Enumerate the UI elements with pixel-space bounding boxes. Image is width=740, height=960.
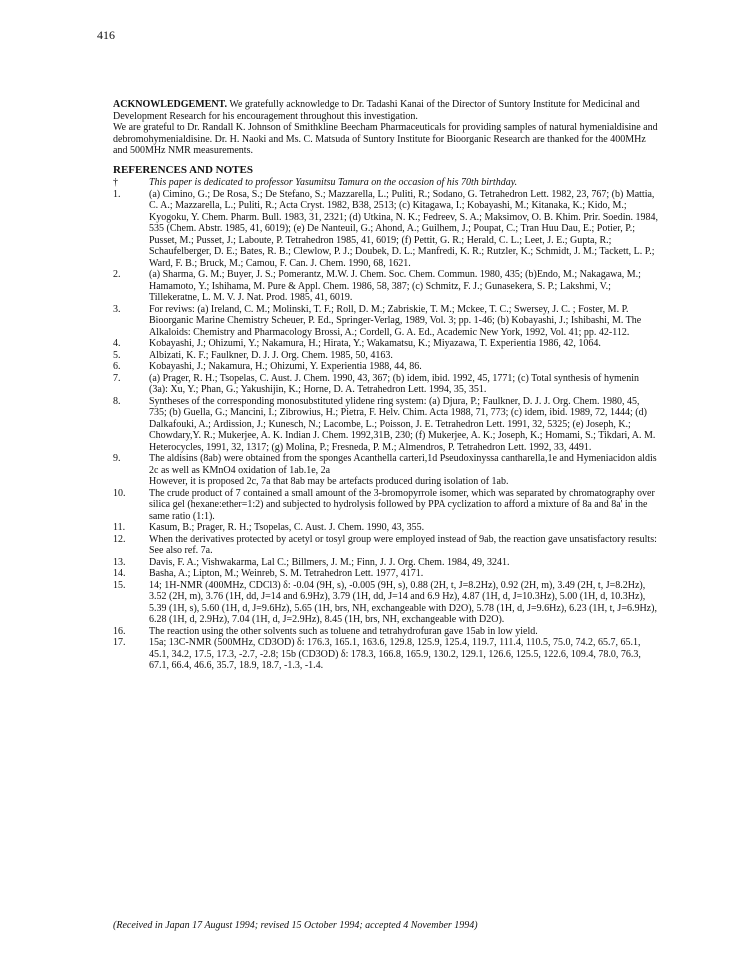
- reference-text-line: Kobayashi, J.; Ohizumi, Y.; Nakamura, H.; Hirata, Y.; Wakamatsu, K.; Miyazawa, T. Experientia 1986, 42, 1064.: [149, 338, 601, 349]
- reference-text: [149, 177, 658, 189]
- reference-text-line: The reaction using the other solvents such as toluene and tetrahydrofuran gave 15ab in low yield.: [149, 625, 538, 637]
- reference-text-line: Albizati, K. F.; Faulkner, D. J. J. Org. Chem. 1985, 50, 4163.: [149, 349, 393, 361]
- reference-text-line: When the derivatives protected by acetyl or tosyl group were employed instead of 9ab, the reaction gave unsatisfactory results: See also ref. 7a.: [149, 533, 657, 556]
- reference-text: [149, 568, 658, 580]
- reference-item: [113, 568, 658, 580]
- reference-text: [149, 557, 658, 569]
- reference-item: [113, 580, 658, 626]
- reference-item: [113, 637, 658, 672]
- reference-text: [149, 338, 658, 350]
- reference-number: 5.: [113, 349, 121, 361]
- reference-number: 15.: [113, 579, 126, 591]
- reference-text-line: (a) Cimino, G.; De Rosa, S.; De Stefano, S.; Mazzarella, L.; Puliti, R.; Sodano, G. Tetrahedron Lett. 1982, 23, 767; (b) Mattia, C. A.; Mazzarella, L.; Puliti, R.; Acta Cryst. 1982, B38, 2513; (c) Kitagawa, I.; Kobayashi, M.; Kitanaka, K.; Kido, M.; Kyogoku, Y. Chem. Pharm. Bull. 1983, 31, 2321; (d) Utkina, N. K.; Fedreev, S. A.; Maksimov, O. B. Khim. Prir. Soedin. 1984, 535 (Chem. Abstr. 1985, 41, 6019); (e) De Nanteuil, G.; Ahond, A.; Guilhem, J.; Poupat, C.; Tran Huu Dau, E.; Potier, P.; Pusset, M.; Pusset, J.; Laboute, P. Tetrahedron 1985, 41, 6019; (f) Pettit, G. R.; Herald, C. L.; Leet, J. E.; Gupta, R.; Schaufelberger, D. E.; Bates, R. B.; Clewlow, P. J.; Doubek, D. L.; Manfredi, K. R.; Rutzler, K.; Schmidt, J. M.; Tackett, L. P.; Ward, F. B.; Bruck, M.; Camou, F. Can. J. Chem. 1990, 68, 1621.: [149, 188, 658, 269]
- reference-number: 16.: [113, 625, 126, 637]
- reference-number: 9.: [113, 453, 121, 464]
- reference-item: [113, 304, 658, 339]
- acknowledgement-paragraph: [113, 99, 658, 122]
- reference-item: [113, 338, 658, 350]
- reference-number: †: [113, 177, 118, 188]
- page-number: 416: [97, 28, 115, 42]
- reference-number: 13.: [113, 556, 126, 568]
- reference-number: 1.: [113, 188, 121, 200]
- reference-number: 17.: [113, 637, 126, 648]
- reference-item: [113, 453, 658, 488]
- references-heading: REFERENCES AND NOTES: [113, 163, 253, 176]
- reference-text: [149, 373, 658, 396]
- reference-item: [113, 626, 658, 638]
- acknowledgement-heading: ACKNOWLEDGEMENT.: [113, 99, 227, 110]
- reference-item: [113, 373, 658, 396]
- reference-item: [113, 488, 658, 523]
- reference-item: [113, 557, 658, 569]
- reference-number: 6.: [113, 361, 121, 372]
- reference-text: [149, 396, 658, 454]
- reference-number: 11.: [113, 522, 126, 533]
- references-list: [113, 177, 658, 672]
- reference-text-line: However, it is proposed 2c, 7a that 8ab may be artefacts produced during isolation of 1ab.: [149, 476, 509, 487]
- reference-text: [149, 361, 658, 373]
- reference-text: [149, 580, 658, 626]
- reference-item: [113, 361, 658, 373]
- reference-text: [149, 488, 658, 523]
- page-body: [113, 99, 658, 672]
- reference-text-line: 15a; 13C-NMR (500MHz, CD3OD) δ: 176.3, 165.1, 163.6, 129.8, 125.9, 125.4, 119.7, 111.4, 110.5, 75.0, 74.2, 65.7, 65.1, 45.1, 34.2, 17.5, 17.3, -2.7, -2.8; 15b (CD3OD) δ: 178.3, 166.8, 165.9, 130.2, 129.1, 126.6, 125.5, 122.6, 109.4, 78.0, 76.3, 67.1, 66.4, 46.6, 35.7, 18.9, 18.7, -1.3, -1.4.: [149, 637, 641, 671]
- reference-text: [149, 304, 658, 339]
- reference-number: 2.: [113, 269, 121, 280]
- reference-text: [149, 626, 658, 638]
- acknowledgement-text: We gratefully acknowledge to Dr. Tadashi Kanai of the Director of Suntory Institute for Medicinal and Development Research for his encouragement throughout this investigation.: [113, 99, 640, 122]
- reference-number: 12.: [113, 533, 126, 545]
- reference-text-line: 14; 1H-NMR (400MHz, CDCl3) δ: -0.04 (9H, s), -0.005 (9H, s), 0.88 (2H, t, J=8.2Hz), 0.92 (2H, m), 3.49 (2H, t, J=8.2Hz), 3.52 (2H, m), 3.76 (1H, dd, J=14 and 6.9Hz), 3.79 (1H, dd, J=14 and 6.9 Hz), 4.87 (1H, d, J=10.3Hz), 5.00 (1H, d, 10.3Hz), 5.39 (1H, s), 5.60 (1H, d, J=9.6Hz), 5.65 (1H, brs, NH, exchangeable with D2O), 5.78 (1H, d, J=9.6Hz), 6.23 (1H, t, J=6.9Hz), 6.28 (1H, d, 2.9Hz), 7.04 (1H, d, J=2.9Hz), 8.45 (1H, brs, NH, exchangeable with D2O).: [149, 579, 657, 625]
- reference-item: [113, 396, 658, 454]
- reference-number: 14.: [113, 568, 126, 579]
- reference-number: 10.: [113, 487, 126, 499]
- reference-text: [149, 637, 658, 672]
- reference-item: [113, 189, 658, 270]
- reference-number: 7.: [113, 372, 121, 384]
- acknowledgement-text: We are grateful to Dr. Randall K. Johnson of Smithkline Beecham Pharmaceuticals for providing samples of natural hymenialdisine and debromohymenialdisine. Dr. H. Naoki and Ms. C. Matsuda of Suntory Institute for Bioorganic Research are thanked for the 400MHz and 500MHz NMR measurements.: [113, 122, 658, 156]
- reference-text-line: Kobayashi, J.; Nakamura, H.; Ohizumi, Y. Experientia 1988, 44, 86.: [149, 361, 422, 372]
- reference-text-line: Basha, A.; Lipton, M.; Weinreb, S. M. Tetrahedron Lett. 1977, 4171.: [149, 568, 424, 579]
- reference-text: [149, 522, 658, 534]
- reference-text-line: Davis, F. A.; Vishwakarma, Lal C.; Billmers, J. M.; Finn, J. J. Org. Chem. 1984, 49, 3241.: [149, 556, 510, 568]
- reference-number: 8.: [113, 395, 121, 407]
- reference-text: [149, 534, 658, 557]
- received-note: (Received in Japan 17 August 1994; revised 15 October 1994; accepted 4 November 1994): [113, 920, 478, 931]
- reference-text-line: Kasum, B.; Prager, R. H.; Tsopelas, C. Aust. J. Chem. 1990, 43, 355.: [149, 522, 425, 533]
- reference-item: [113, 534, 658, 557]
- reference-text: [149, 269, 658, 304]
- reference-text-line: Syntheses of the corresponding monosubstituted ylidene ring system: (a) Djura, P.; Faulkner, D. J. J. Org. Chem. 1980, 45, 735; (b) Guella, G.; Mancini, I.; Zibrowius, H.; Pietra, F. Helv. Chim. Acta 1988, 71, 773; (c) idem, ibid. 1989, 72, 1444; (d) Dalkafouki, A.; Ardission, J.; Kunesch, N.; Lacombe, L.; Poisson, J. E. Tetrahedron Lett. 1991, 32, 5325; (e) Joseph, K.; Chowdary,Y. R.; Mukerjee, A. K. Indian J. Chem. 1992,31B, 230; (f) Mukerjee, A. K.; Joseph, K.; Homami, S.; Tikdari, A. M. Heterocycles, 1991, 32, 1317; (g) Molina, P.; Fresneda, P. M.; Almendros, P. Tetrahedron Lett. 1992, 33, 4491.: [149, 395, 656, 453]
- reference-text-line: This paper is dedicated to professor Yasumitsu Tamura on the occasion of his 70th birthday.: [149, 177, 518, 188]
- reference-number: 4.: [113, 338, 121, 349]
- reference-text-line: The aldisins (8ab) were obtained from the sponges Acanthella carteri,1d Pseudoxinyssa cantharella,1e and Hymeniacidon aldis 2c as well as KMnO4 oxidation of 1ab.1e, 2a: [149, 453, 657, 476]
- reference-text: [149, 189, 658, 270]
- reference-text-line: (a) Sharma, G. M.; Buyer, J. S.; Pomerantz, M.W. J. Chem. Soc. Chem. Commun. 1980, 435; (b)Endo, M.; Nakagawa, M.; Hamamoto, Y.; Ishihama, M. Pure & Appl. Chem. 1986, 58, 387; (c) Schmitz, F. J.; Gunasekera, S. P.; Lakshmi, V.; Tillekeratne, L. M. V. J. Nat. Prod. 1985, 41, 6019.: [149, 269, 641, 303]
- reference-text: [149, 453, 658, 488]
- reference-text: [149, 350, 658, 362]
- acknowledgement-section: [113, 99, 658, 157]
- reference-number: 3.: [113, 303, 121, 315]
- dedication-note: [113, 177, 658, 189]
- reference-item: [113, 269, 658, 304]
- reference-text-line: (a) Prager, R. H.; Tsopelas, C. Aust. J. Chem. 1990, 43, 367; (b) idem, ibid. 1992, 45, 1771; (c) Total synthesis of hymenin (3a): Xu, Y.; Phan, G.; Yakushijin, K.; Horne, D. A. Tetrahedron Lett. 1994, 35, 351.: [149, 372, 640, 395]
- reference-item: [113, 522, 658, 534]
- reference-text-line: The crude product of 7 contained a small amount of the 3-bromopyrrole isomer, which was separated by chromatography over silica gel (hexane:ether=1:2) and subjected to hydrolysis followed by PPA cyclization to afford a mixture of 8a and 8a' in the same ratio (1:1).: [149, 487, 655, 522]
- reference-item: [113, 350, 658, 362]
- reference-text-line: For reviws: (a) Ireland, C. M.; Molinski, T. F.; Roll, D. M.; Zabriskie, T. M.; Mckee, T. C.; Swersey, J. C. ; Foster, M. P. Bioorganic Marine Chemistry Scheuer, P. Ed., Springer-Verlag, 1989, Vol. 3; pp. 1-46; (b) Kobayashi, J.; Ishibashi, M. The Alkaloids: Chemistry and Pharmacology Brossi, A.; Cordell, G. A. Ed., Academic New York, 1992, Vol. 41; pp. 42-112.: [149, 303, 642, 338]
